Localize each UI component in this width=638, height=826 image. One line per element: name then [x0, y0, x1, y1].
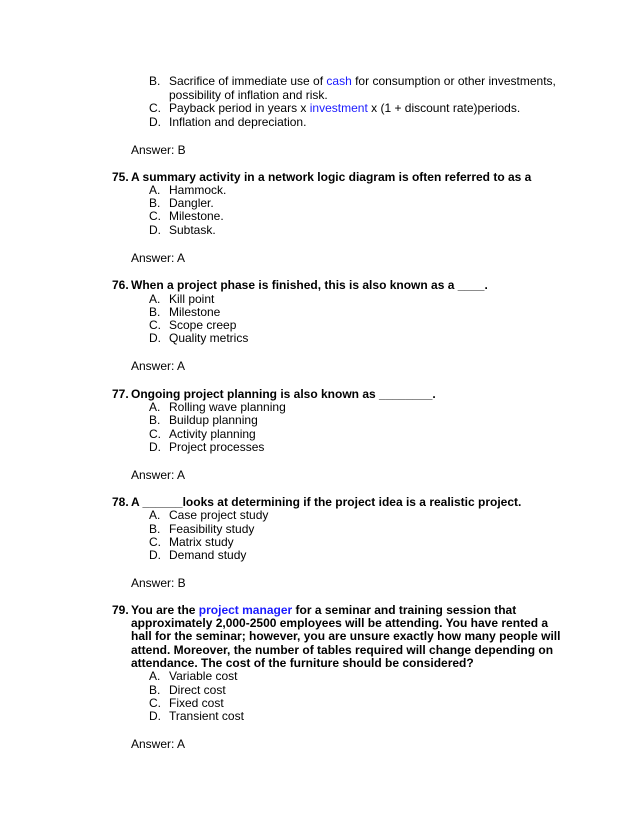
option-text: Buildup planning — [169, 413, 258, 427]
option-letter: A. — [149, 508, 161, 522]
answer: Answer: A — [131, 468, 186, 482]
question-text-line: attendance. The cost of the furniture should be considered? — [131, 656, 474, 670]
option-letter: B. — [149, 305, 161, 319]
question-text-line: attend. Moreover, the number of tables required will change depending on — [131, 643, 554, 657]
option-text: Inflation and depreciation. — [169, 115, 307, 129]
question-text-line: approximately 2,000-2500 employees will be attending. You have rented a — [131, 616, 549, 630]
option-text: Transient cost — [169, 709, 244, 723]
answer: Answer: A — [131, 251, 186, 265]
option-letter: C. — [149, 696, 161, 710]
option-letter: D. — [149, 709, 161, 723]
option-letter: A. — [149, 183, 161, 197]
project-manager-link[interactable]: project manager — [198, 603, 293, 617]
option-text: Hammock. — [169, 183, 227, 197]
answer: Answer: B — [131, 576, 186, 590]
option-letter: D. — [149, 548, 161, 562]
option-text-continued: possibility of inflation and risk. — [169, 88, 328, 102]
option-letter: C. — [149, 318, 161, 332]
option-text: Scope creep — [169, 318, 237, 332]
question-text: You are the project manager for a seminar and training session that — [131, 603, 517, 617]
option-text: Kill point — [169, 292, 215, 306]
option-text: Dangler. — [169, 196, 214, 210]
option-text: Payback period in years x investment x (1 + discount rate)periods. — [169, 101, 521, 115]
option-text: Matrix study — [169, 535, 234, 549]
option-text: Milestone. — [169, 209, 224, 223]
option-text: Subtask. — [169, 223, 216, 237]
option-text: Direct cost — [169, 683, 226, 697]
option-letter: C. — [149, 427, 161, 441]
investment-link[interactable]: investment — [309, 101, 368, 115]
option-letter: C. — [149, 209, 161, 223]
option-text: Milestone — [169, 305, 221, 319]
question-text: When a project phase is finished, this is also known as a ____. — [131, 278, 488, 292]
option-text: Activity planning — [169, 427, 256, 441]
question-number: 79. — [112, 603, 129, 617]
option-letter: D. — [149, 115, 161, 129]
option-letter: D. — [149, 440, 161, 454]
option-text: Fixed cost — [169, 696, 224, 710]
question-number: 75. — [112, 170, 129, 184]
option-letter: B. — [149, 522, 161, 536]
option-letter: C. — [149, 101, 161, 115]
answer: Answer: A — [131, 359, 186, 373]
question-text: A ______looks at determining if the project idea is a realistic project. — [131, 495, 522, 509]
question-number: 77. — [112, 387, 129, 401]
question-text: A summary activity in a network logic diagram is often referred to as a — [131, 170, 532, 184]
option-text: Rolling wave planning — [169, 400, 286, 414]
option-letter: D. — [149, 223, 161, 237]
option-letter: A. — [149, 292, 161, 306]
option-text: Demand study — [169, 548, 247, 562]
option-letter: D. — [149, 331, 161, 345]
option-text: Variable cost — [169, 669, 238, 683]
question-number: 78. — [112, 495, 129, 509]
option-letter: A. — [149, 669, 161, 683]
option-letter: B. — [149, 74, 161, 88]
option-letter: B. — [149, 683, 161, 697]
question-number: 76. — [112, 278, 129, 292]
option-letter: B. — [149, 196, 161, 210]
option-text: Quality metrics — [169, 331, 249, 345]
question-text: Ongoing project planning is also known as ________. — [131, 387, 436, 401]
option-text: Project processes — [169, 440, 265, 454]
answer: Answer: B — [131, 143, 186, 157]
answer: Answer: A — [131, 737, 186, 751]
question-text-line: hall for the seminar; however, you are unsure exactly how many people will — [131, 629, 561, 643]
option-letter: C. — [149, 535, 161, 549]
option-text: Sacrifice of immediate use of cash for consumption or other investments, — [169, 74, 556, 88]
option-letter: B. — [149, 413, 161, 427]
option-letter: A. — [149, 400, 161, 414]
option-text: Feasibility study — [169, 522, 255, 536]
option-text: Case project study — [169, 508, 269, 522]
cash-link[interactable]: cash — [326, 74, 352, 88]
